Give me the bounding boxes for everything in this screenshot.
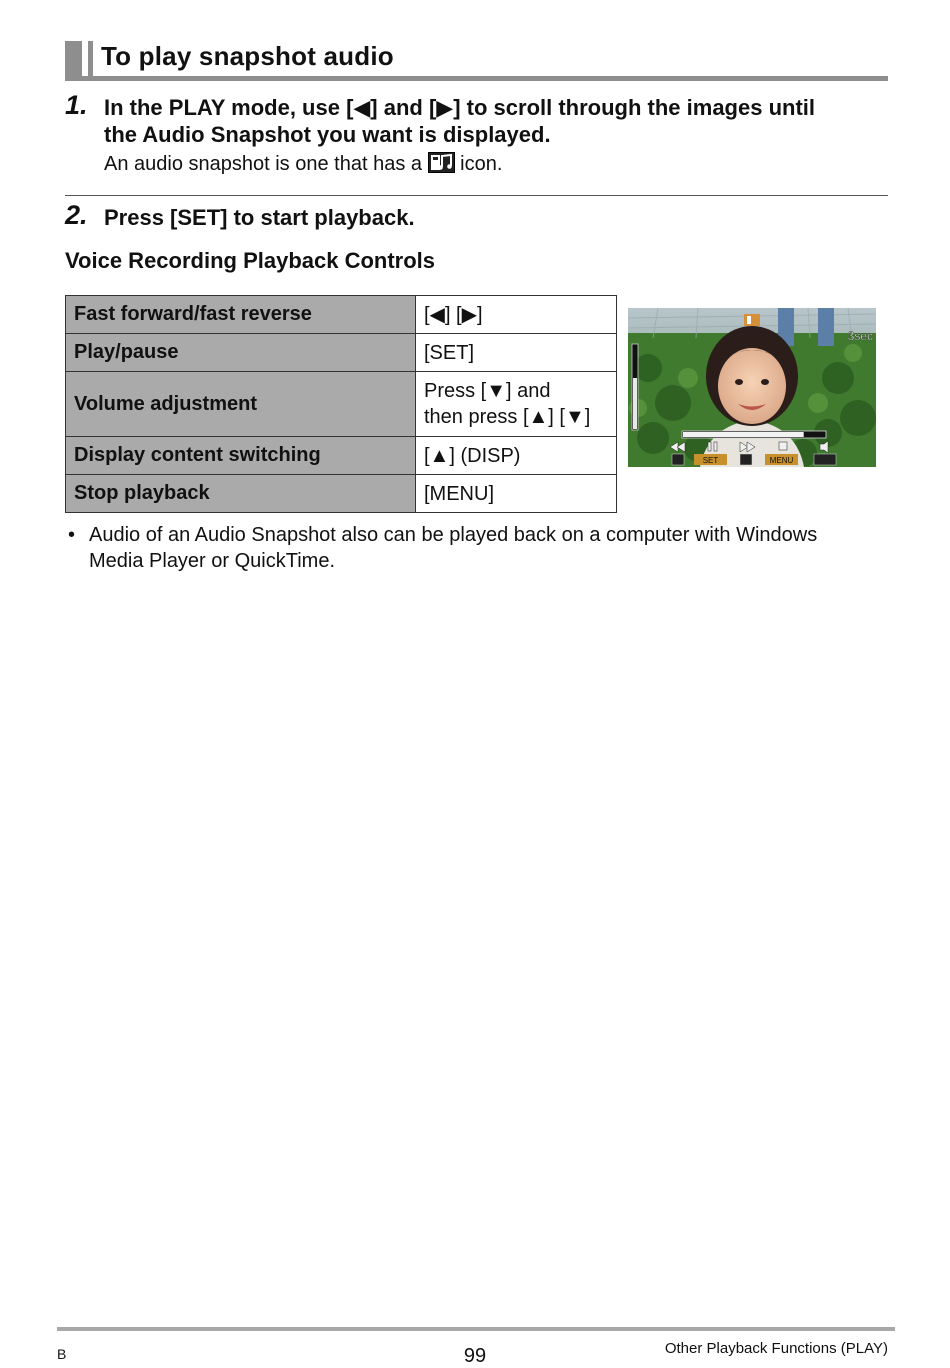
footer-left-mark: B: [57, 1346, 67, 1362]
control-label: Display content switching: [66, 437, 416, 475]
footer-rule: [57, 1327, 895, 1331]
control-value: [▲] (DISP): [416, 437, 617, 475]
step-1-number: 1.: [65, 90, 88, 120]
table-row: [66, 475, 617, 513]
heading-underline: [65, 76, 888, 81]
section-heading: [65, 41, 888, 81]
control-label: Stop playback: [66, 475, 416, 513]
section-title: To play snapshot audio: [101, 41, 394, 71]
osd-menu-label: MENU: [769, 456, 794, 465]
playback-progress-fill: [683, 432, 804, 437]
control-value: [MENU]: [416, 475, 617, 513]
bullet-line-2: Media Player or QuickTime.: [89, 550, 335, 572]
controls-table: [65, 295, 617, 513]
control-label: Volume adjustment: [66, 372, 416, 437]
osd-set-label: SET: [702, 456, 719, 465]
step-1-line-1: In the PLAY mode, use [◀] and [▶] to scroll through the images until: [104, 95, 816, 120]
table-row: [66, 372, 617, 437]
control-label: Fast forward/fast reverse: [66, 296, 416, 334]
step-2-number: 2.: [65, 200, 88, 230]
table-row: [66, 296, 617, 334]
footer-section-title: Other Playback Functions (PLAY): [664, 1340, 888, 1357]
control-value-line: Press [▼] and: [424, 380, 551, 402]
step-1-note-after: icon.: [460, 153, 503, 175]
bullet-line-1: Audio of an Audio Snapshot also can be played back on a computer with Windows: [89, 524, 818, 546]
step-2-line-1: Press [SET] to start playback.: [104, 205, 415, 230]
page-number: 99: [463, 1345, 487, 1367]
step-1-line-2: the Audio Snapshot you want is displayed.: [104, 122, 551, 147]
playback-screen-image: [628, 308, 876, 467]
step-1-note: [104, 151, 502, 180]
control-value: [SET]: [416, 334, 617, 372]
control-label: Play/pause: [66, 334, 416, 372]
heading-marker-thick: [65, 41, 82, 78]
control-value-line: then press [▲] [▼]: [424, 406, 591, 428]
osd-counter: 3sec: [847, 329, 873, 343]
controls-title: Voice Recording Playback Controls: [65, 248, 436, 273]
control-value: [◀] [▶]: [416, 296, 617, 334]
control-value: [416, 372, 617, 437]
step-divider: [65, 195, 888, 196]
bullet-dot: •: [68, 524, 76, 546]
table-row: [66, 334, 617, 372]
audio-snapshot-icon: [428, 152, 455, 180]
step-1-note-before: An audio snapshot is one that has a: [104, 153, 423, 175]
heading-marker-thin: [88, 41, 93, 78]
table-row: [66, 437, 617, 475]
